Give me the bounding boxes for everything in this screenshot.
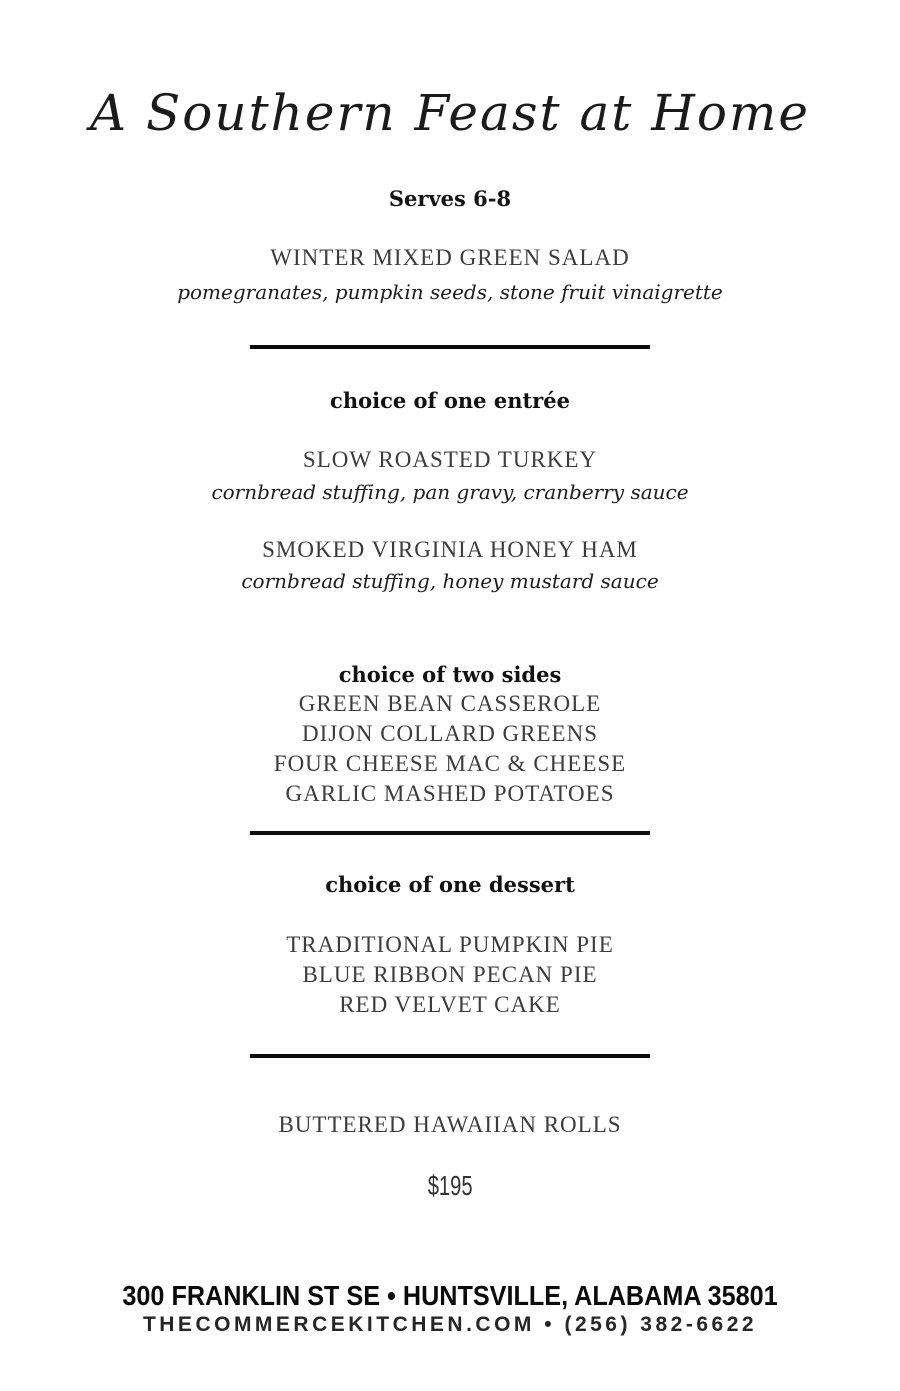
section-divider bbox=[250, 831, 650, 835]
price-value: $195 bbox=[427, 1170, 473, 1201]
sides-list bbox=[0, 689, 900, 809]
dessert-item: BLUE RIBBON PECAN PIE bbox=[302, 962, 598, 987]
section-divider bbox=[250, 345, 650, 349]
menu-item-name: SLOW ROASTED TURKEY bbox=[302, 447, 598, 472]
menu-item-description: cornbread stuffing, honey mustard sauce bbox=[241, 569, 659, 593]
menu-title: A Southern Feast at Home bbox=[90, 84, 810, 142]
address-text: 300 FRANKLIN ST SE • HUNTSVILLE, ALABAMA 35801 bbox=[122, 1280, 778, 1311]
serves-note: Serves 6-8 bbox=[388, 186, 512, 211]
side-item: DIJON COLLARD GREENS bbox=[302, 721, 598, 746]
desserts-heading: choice of one dessert bbox=[325, 872, 575, 897]
side-item: GARLIC MASHED POTATOES bbox=[285, 781, 615, 806]
dessert-item: TRADITIONAL PUMPKIN PIE bbox=[286, 932, 614, 957]
contact-line: THECOMMERCEKITCHEN.COM • (256) 382-6622 bbox=[142, 1313, 758, 1336]
side-item: FOUR CHEESE MAC & CHEESE bbox=[273, 751, 627, 776]
price bbox=[0, 1170, 900, 1202]
entrees-heading: choice of one entrée bbox=[330, 388, 570, 413]
dessert-item: RED VELVET CAKE bbox=[339, 992, 561, 1017]
salad-name: WINTER MIXED GREEN SALAD bbox=[270, 245, 630, 270]
desserts-list bbox=[0, 930, 900, 1020]
rolls-note: BUTTERED HAWAIIAN ROLLS bbox=[278, 1112, 622, 1137]
side-item: GREEN BEAN CASSEROLE bbox=[298, 691, 602, 716]
salad-description: pomegranates, pumpkin seeds, stone fruit vinaigrette bbox=[177, 280, 723, 304]
section-divider bbox=[250, 1054, 650, 1058]
address-line bbox=[0, 1280, 900, 1312]
menu-item-name: SMOKED VIRGINIA HONEY HAM bbox=[262, 537, 638, 562]
sides-heading: choice of two sides bbox=[338, 662, 562, 687]
menu-item-description: cornbread stuffing, pan gravy, cranberry sauce bbox=[211, 480, 689, 504]
